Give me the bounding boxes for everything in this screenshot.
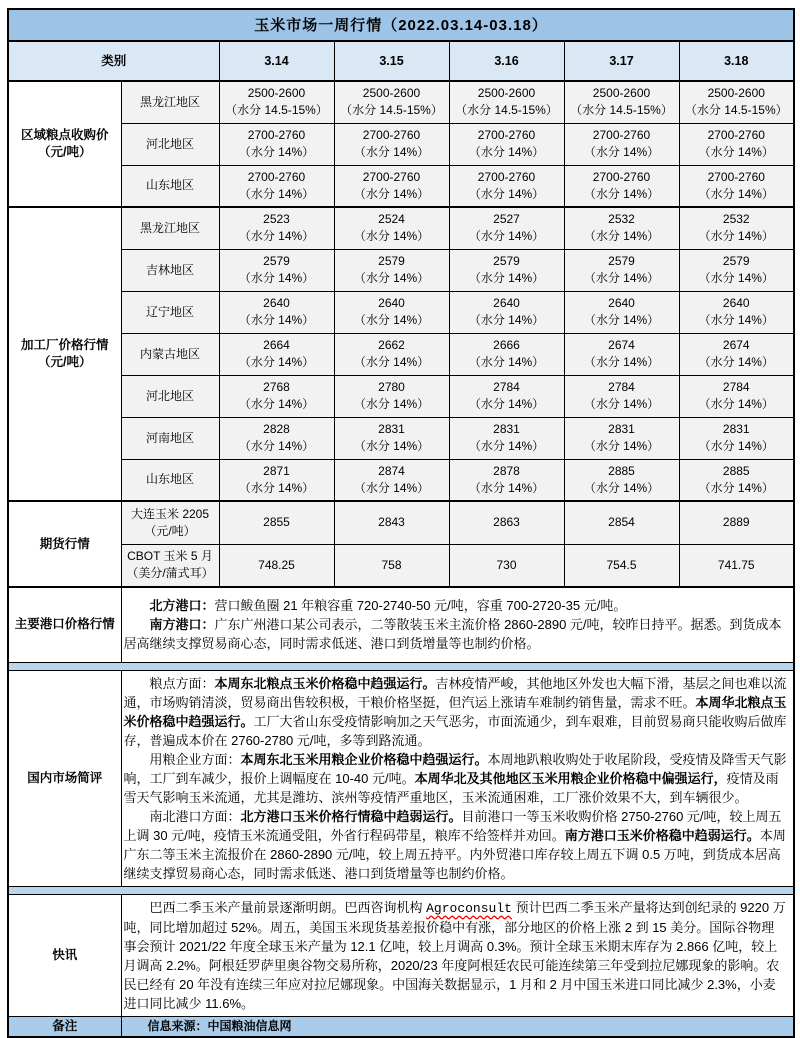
comment-paragraph bbox=[124, 674, 788, 750]
port-price-text bbox=[121, 587, 794, 662]
price-cell: 2666 （水分 14%） bbox=[449, 333, 564, 375]
domestic-comment-text bbox=[121, 670, 794, 886]
row-label: 吉林地区 bbox=[121, 249, 219, 291]
news-row bbox=[8, 894, 794, 1016]
price-cell: 2662 （水分 14%） bbox=[334, 333, 449, 375]
table-head bbox=[8, 9, 794, 81]
info-source-text: 信息来源：中国粮油信息网 bbox=[121, 1016, 794, 1037]
price-cell: 2579 （水分 14%） bbox=[334, 249, 449, 291]
category-header-cell: 类别 bbox=[8, 41, 219, 81]
price-row bbox=[8, 123, 794, 165]
price-row bbox=[8, 249, 794, 291]
section-label-ports: 主要港口价格行情 bbox=[8, 587, 121, 662]
price-cell: 2700-2760 （水分 14%） bbox=[449, 165, 564, 207]
price-row bbox=[8, 459, 794, 501]
price-row bbox=[8, 375, 794, 417]
price-row bbox=[8, 81, 794, 123]
price-cell: 2500-2600 （水分 14.5-15%） bbox=[334, 81, 449, 123]
port-paragraph bbox=[124, 615, 788, 653]
body-text: 营口鲅鱼圈 21 年粮容重 720-2740-50 元/吨，容重 700-2720-35 元/吨。 bbox=[214, 598, 627, 614]
body-text: 用粮企业方面： bbox=[149, 751, 241, 767]
date-header-cell: 3.15 bbox=[334, 41, 449, 81]
divider-band bbox=[8, 662, 794, 670]
emphasis-text: 北方港口： bbox=[149, 598, 215, 614]
date-header-cell: 3.18 bbox=[679, 41, 794, 81]
domestic-comment-row bbox=[8, 670, 794, 886]
price-cell: 2700-2760 （水分 14%） bbox=[334, 123, 449, 165]
row-label: 辽宁地区 bbox=[121, 291, 219, 333]
port-paragraph bbox=[124, 596, 788, 615]
news-text bbox=[121, 894, 794, 1016]
body-text: 粮点方面： bbox=[149, 675, 215, 691]
price-row bbox=[8, 165, 794, 207]
price-cell: 2700-2760 （水分 14%） bbox=[564, 165, 679, 207]
price-cell: 2579 （水分 14%） bbox=[219, 249, 334, 291]
spellcheck-flagged-word: Agroconsult bbox=[426, 900, 512, 916]
price-cell: 730 bbox=[449, 544, 564, 587]
row-label: 河北地区 bbox=[121, 375, 219, 417]
price-cell: 2640 （水分 14%） bbox=[334, 291, 449, 333]
section-label: 加工厂价格行情 （元/吨） bbox=[8, 207, 121, 501]
price-row bbox=[8, 417, 794, 459]
price-cell: 2885 （水分 14%） bbox=[679, 459, 794, 501]
table-title: 玉米市场一周行情（2022.03.14-03.18） bbox=[8, 9, 794, 41]
price-row bbox=[8, 291, 794, 333]
price-row bbox=[8, 544, 794, 587]
price-cell: 741.75 bbox=[679, 544, 794, 587]
price-cell: 2640 （水分 14%） bbox=[449, 291, 564, 333]
price-cell: 2700-2760 （水分 14%） bbox=[449, 123, 564, 165]
row-label: 山东地区 bbox=[121, 165, 219, 207]
price-cell: 2885 （水分 14%） bbox=[564, 459, 679, 501]
section-divider bbox=[8, 886, 794, 894]
price-cell: 2768 （水分 14%） bbox=[219, 375, 334, 417]
section-divider bbox=[8, 662, 794, 670]
row-label: CBOT 玉米 5 月 （美分/蒲式耳） bbox=[121, 544, 219, 587]
body-text: 南北港口方面： bbox=[149, 808, 241, 824]
price-cell: 2532 （水分 14%） bbox=[679, 207, 794, 249]
price-cell: 2500-2600 （水分 14.5-15%） bbox=[219, 81, 334, 123]
price-cell: 2700-2760 （水分 14%） bbox=[679, 165, 794, 207]
price-cell: 2871 （水分 14%） bbox=[219, 459, 334, 501]
column-header-row bbox=[8, 41, 794, 81]
emphasis-text: 南方港口： bbox=[149, 617, 215, 633]
price-cell: 2831 （水分 14%） bbox=[449, 417, 564, 459]
section-label-news: 快讯 bbox=[8, 894, 121, 1016]
price-cell: 2674 （水分 14%） bbox=[564, 333, 679, 375]
price-cell: 2784 （水分 14%） bbox=[564, 375, 679, 417]
price-cell: 2527 （水分 14%） bbox=[449, 207, 564, 249]
price-cell: 2500-2600 （水分 14.5-15%） bbox=[564, 81, 679, 123]
price-cell: 2863 bbox=[449, 501, 564, 544]
price-cell: 2674 （水分 14%） bbox=[679, 333, 794, 375]
price-cell: 2874 （水分 14%） bbox=[334, 459, 449, 501]
body-text: 工厂大省山东受疫情影响加之天气恶劣，市面流通少，到车艰难，目前贸易商只能收购后做库存，普遍成本价在 2760-2780 元/吨，多等到路流通。 bbox=[123, 713, 787, 748]
row-label: 内蒙古地区 bbox=[121, 333, 219, 375]
body-text: 本周广东二等玉米主流报价在 2860-2890 元/吨，较上周五持平。内外贸港口库存较上周五下调 0.5 万吨，到货成本居高继续支撑贸易商心态，同时需求低迷、港口到货增量等也制约价格。 bbox=[123, 827, 786, 881]
body-text: 疫情及雨雪天气影响玉米流通，尤其是潍坊、滨州等疫情严重地区，玉米流通困难，工厂涨价效果不大，到车辆很少。 bbox=[123, 770, 779, 805]
body-text: 目前港口一等玉米收购价格 2750-2760 元/吨，较上周五上调 30 元/吨，疫情玉米流通受阻，外省行程码带星，粮库不给签样并劝回。 bbox=[123, 808, 782, 843]
row-label: 黑龙江地区 bbox=[121, 81, 219, 123]
title-row bbox=[8, 9, 794, 41]
emphasis-text: 南方港口玉米价格稳中趋弱运行。 bbox=[564, 827, 760, 843]
price-cell: 2843 bbox=[334, 501, 449, 544]
price-cell: 2640 （水分 14%） bbox=[219, 291, 334, 333]
price-cell: 2831 （水分 14%） bbox=[334, 417, 449, 459]
emphasis-text: 本周东北粮点玉米价格稳中趋强运行。 bbox=[214, 675, 436, 691]
row-label: 大连玉米 2205 （元/吨） bbox=[121, 501, 219, 544]
price-cell: 758 bbox=[334, 544, 449, 587]
body-text: 广东广州港口某公司表示，二等散装玉米主流价格 2860-2890 元/吨，较昨日持平。据悉。到货成本居高继续支撑贸易商心态，同时需求低迷、港口到货增量等也制约价格。 bbox=[123, 617, 782, 652]
row-label: 河北地区 bbox=[121, 123, 219, 165]
price-cell: 2500-2600 （水分 14.5-15%） bbox=[449, 81, 564, 123]
price-cell: 748.25 bbox=[219, 544, 334, 587]
price-cell: 2878 （水分 14%） bbox=[449, 459, 564, 501]
date-header-cell: 3.16 bbox=[449, 41, 564, 81]
price-cell: 2700-2760 （水分 14%） bbox=[219, 123, 334, 165]
body-text: 巴西二季玉米产量前景逐渐明朗。巴西咨询机构 bbox=[149, 899, 427, 915]
text-sections bbox=[8, 587, 794, 1037]
price-cell: 2664 （水分 14%） bbox=[219, 333, 334, 375]
price-cell: 2784 （水分 14%） bbox=[449, 375, 564, 417]
price-cell: 2700-2760 （水分 14%） bbox=[334, 165, 449, 207]
divider-band bbox=[8, 886, 794, 894]
body-text: 吉林疫情严峻，其他地区外发也大幅下滑，基层之间也难以流通，市场购销清淡，贸易商出售较积极，干粮价格坚挺，但汽运上涨请车难制约销售量，需求不旺。 bbox=[123, 675, 787, 710]
port-price-row bbox=[8, 587, 794, 662]
body-text: 本周地趴粮收购处于收尾阶段，受疫情及降雪天气影响，工厂到车减少，报价上调幅度在 10-40 元/吨。 bbox=[123, 751, 787, 786]
price-row bbox=[8, 207, 794, 249]
emphasis-text: 北方港口玉米价格行情稳中趋弱运行。 bbox=[240, 808, 462, 824]
price-cell: 2889 bbox=[679, 501, 794, 544]
price-cell: 2579 （水分 14%） bbox=[449, 249, 564, 291]
price-cell: 2640 （水分 14%） bbox=[679, 291, 794, 333]
emphasis-text: 本周东北玉米用粮企业价格稳中趋强运行。 bbox=[240, 751, 488, 767]
price-cell: 2640 （水分 14%） bbox=[564, 291, 679, 333]
price-cell: 2780 （水分 14%） bbox=[334, 375, 449, 417]
price-cell: 2855 bbox=[219, 501, 334, 544]
section-label-comment: 国内市场简评 bbox=[8, 670, 121, 886]
row-label: 山东地区 bbox=[121, 459, 219, 501]
price-cell: 2579 （水分 14%） bbox=[679, 249, 794, 291]
price-cell: 2523 （水分 14%） bbox=[219, 207, 334, 249]
price-cell: 2579 （水分 14%） bbox=[564, 249, 679, 291]
price-cell: 754.5 bbox=[564, 544, 679, 587]
price-cell: 2532 （水分 14%） bbox=[564, 207, 679, 249]
date-header-cell: 3.14 bbox=[219, 41, 334, 81]
date-header-cell: 3.17 bbox=[564, 41, 679, 81]
price-sections bbox=[8, 81, 794, 587]
price-cell: 2700-2760 （水分 14%） bbox=[219, 165, 334, 207]
corn-market-weekly-table bbox=[7, 8, 795, 1038]
price-cell: 2854 bbox=[564, 501, 679, 544]
price-cell: 2831 （水分 14%） bbox=[679, 417, 794, 459]
price-row bbox=[8, 501, 794, 544]
price-cell: 2524 （水分 14%） bbox=[334, 207, 449, 249]
emphasis-text: 本周华北及其他地区玉米用粮企业价格稳中偏强运行， bbox=[414, 770, 727, 786]
price-cell: 2828 （水分 14%） bbox=[219, 417, 334, 459]
section-label-note: 备注 bbox=[8, 1016, 121, 1037]
row-label: 河南地区 bbox=[121, 417, 219, 459]
news-paragraph bbox=[124, 898, 788, 1013]
price-cell: 2500-2600 （水分 14.5-15%） bbox=[679, 81, 794, 123]
row-label: 黑龙江地区 bbox=[121, 207, 219, 249]
section-label: 期货行情 bbox=[8, 501, 121, 587]
price-cell: 2700-2760 （水分 14%） bbox=[679, 123, 794, 165]
price-cell: 2784 （水分 14%） bbox=[679, 375, 794, 417]
emphasis-text: 本周华北粮点玉米价格稳中趋强运行。 bbox=[123, 694, 787, 729]
body-text: 预计巴西二季玉米产量将达到创纪录的 9220 万吨，同比增加超过 52%。周五，美国玉米现货基差报价稳中有涨，部分地区的价格上涨 2 到 15 美分。国际谷物理事会预计 2021/22 年度全球玉米产量为 12.1 亿吨，较上月调高 0.3%。预计全球玉米期末库存为 2.866 亿吨，较上月调高 2.2%。阿根廷罗萨里奥谷物交易所称，2020/23 年度阿根廷农民可能连续第三年受到拉尼娜现象的影响。农民已经有 20 年没有连续三年应对拉尼娜现象。中国海关数据显示，1 月和 2 月中国玉米进口同比减少 2.3%，小麦进口同比减少 11.6%。 bbox=[123, 899, 786, 1011]
section-label: 区域粮点收购价 （元/吨） bbox=[8, 81, 121, 207]
note-row bbox=[8, 1016, 794, 1037]
price-row bbox=[8, 333, 794, 375]
comment-paragraph bbox=[124, 750, 788, 807]
comment-paragraph bbox=[124, 807, 788, 883]
price-cell: 2700-2760 （水分 14%） bbox=[564, 123, 679, 165]
price-cell: 2831 （水分 14%） bbox=[564, 417, 679, 459]
